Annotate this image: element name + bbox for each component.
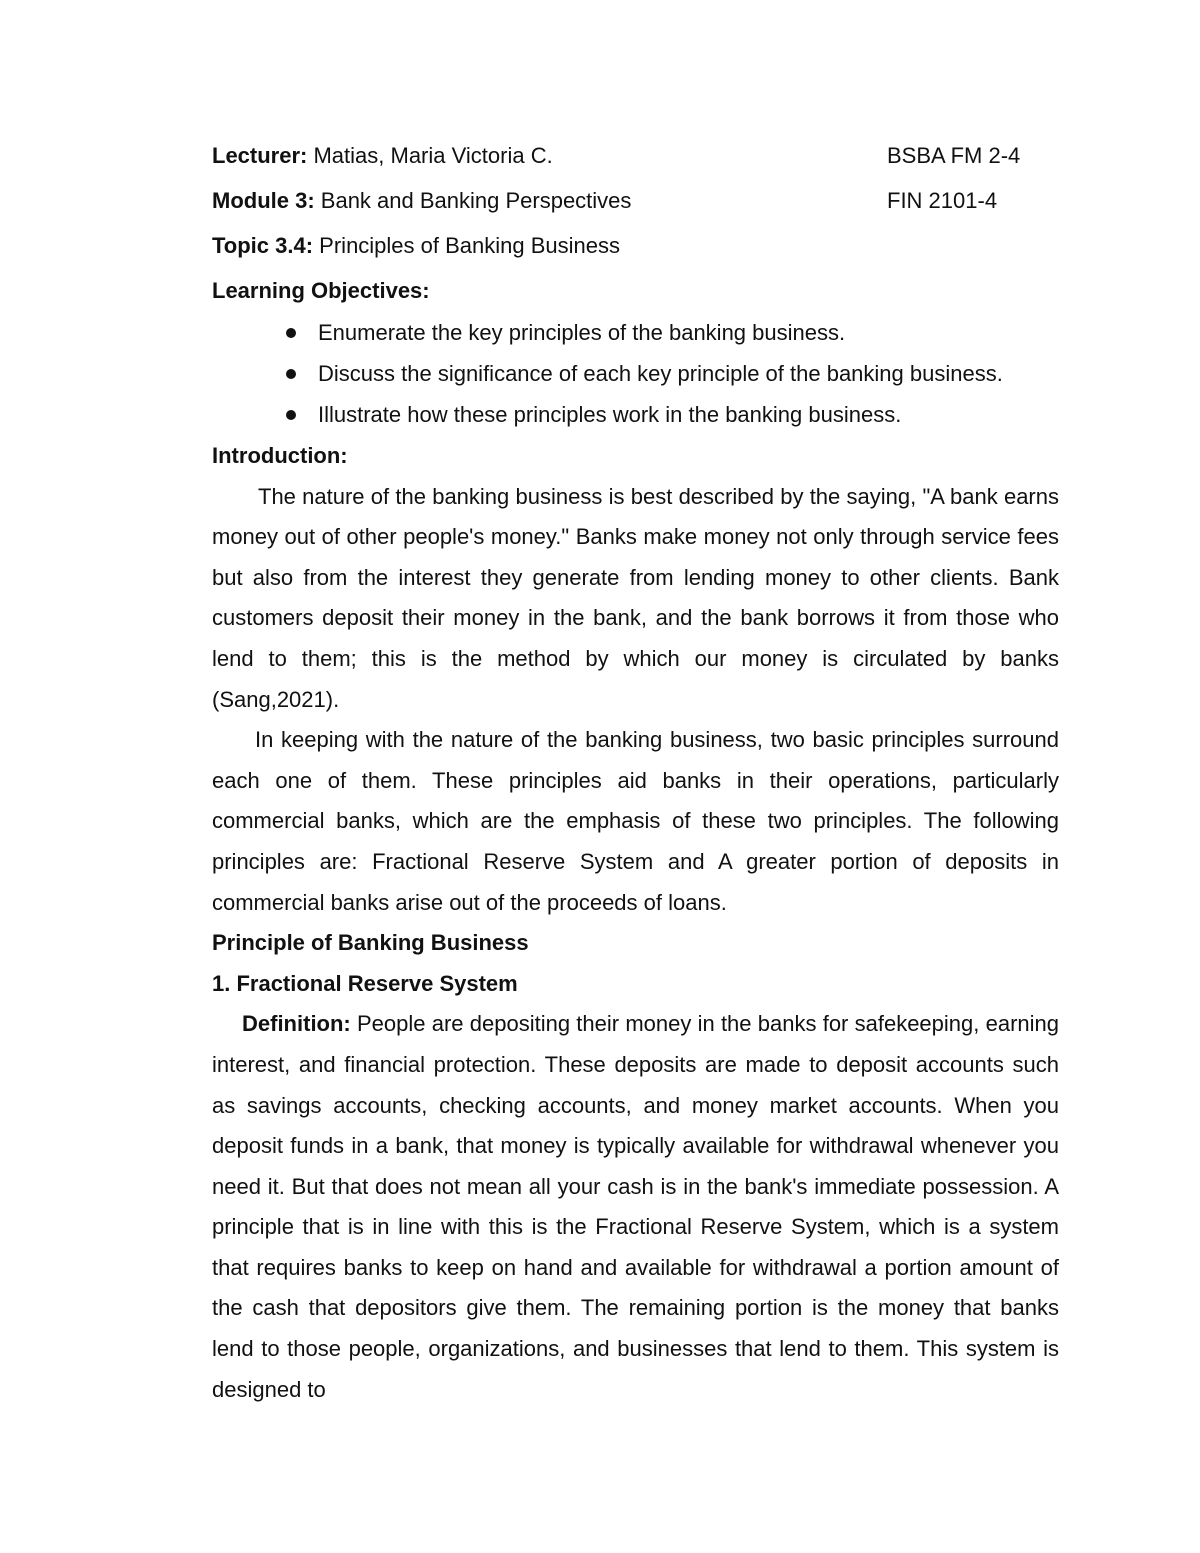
objective-text: Discuss the significance of each key principle of the banking business.: [318, 361, 1003, 386]
course-code: FIN 2101-4: [887, 188, 998, 213]
objective-text: Enumerate the key principles of the banking business.: [318, 320, 846, 345]
objective-item: [212, 354, 1059, 395]
definition-text: People are depositing their money in the banks for safekeeping, earning interest, and financial protection. These deposits are made to deposit accounts such as savings accounts, checking accounts, and money market accounts. When you deposit funds in a bank, that money is typically available for withdrawal whenever you need it. But that does not mean all your cash is in the bank's immediate possession. A principle that is in line with this is the Fractional Reserve System, which is a system that requires banks to keep on hand and available for withdrawal a portion amount of the cash that depositors give them. The remaining portion is the money that banks lend to those people, organizations, and businesses that lend to them. This system is designed to: [212, 1011, 1059, 1402]
objective-item: [212, 313, 1059, 354]
topic-row: [212, 226, 1059, 271]
definition-label: Definition:: [242, 1011, 351, 1037]
module-value: Bank and Banking Perspectives: [314, 188, 632, 213]
section-code: BSBA FM 2-4: [887, 143, 1021, 168]
principles-title: Principle of Banking Business: [212, 930, 529, 956]
fractional-reserve-heading: 1. Fractional Reserve System: [212, 970, 518, 996]
lecturer-label: Lecturer:: [212, 143, 308, 168]
module-row: [212, 181, 1059, 226]
topic-label: Topic 3.4:: [212, 233, 314, 258]
definition-paragraph: [212, 1004, 1059, 1410]
objective-item: [212, 395, 1059, 436]
objectives-list: [212, 313, 1059, 436]
lecturer-value: Matias, Maria Victoria C.: [307, 143, 553, 168]
document-page: [212, 136, 1059, 1410]
module-label: Module 3:: [212, 188, 315, 213]
objective-text: Illustrate how these principles work in the banking business.: [318, 402, 902, 427]
lecturer-row: [212, 136, 1059, 181]
introduction-paragraph-1: The nature of the banking business is best described by the saying, "A bank earns money out of other people's money." Banks make money not only through service fees but also from the interest they generate from lending money to other clients. Bank customers deposit their money in the bank, and the bank borrows it from those who lend to them; this is the method by which our money is circulated by banks (Sang,2021).: [212, 483, 1059, 712]
learning-objectives-title: Learning Objectives:: [212, 278, 430, 303]
bullet-icon: [286, 328, 296, 338]
module-line: [212, 181, 631, 226]
lecturer-line: [212, 136, 553, 181]
topic-value: Principles of Banking Business: [313, 233, 620, 258]
introduction-title: Introduction:: [212, 443, 348, 468]
introduction-paragraph-2: In keeping with the nature of the banking business, two basic principles surround each one of them. These principles aid banks in their operations, particularly commercial banks, which are the emphasis of these two principles. The following principles are: Fractional Reserve System and A greater portion of deposits in commercial banks arise out of the proceeds of loans.: [212, 727, 1059, 915]
bullet-icon: [286, 369, 296, 379]
bullet-icon: [286, 410, 296, 420]
